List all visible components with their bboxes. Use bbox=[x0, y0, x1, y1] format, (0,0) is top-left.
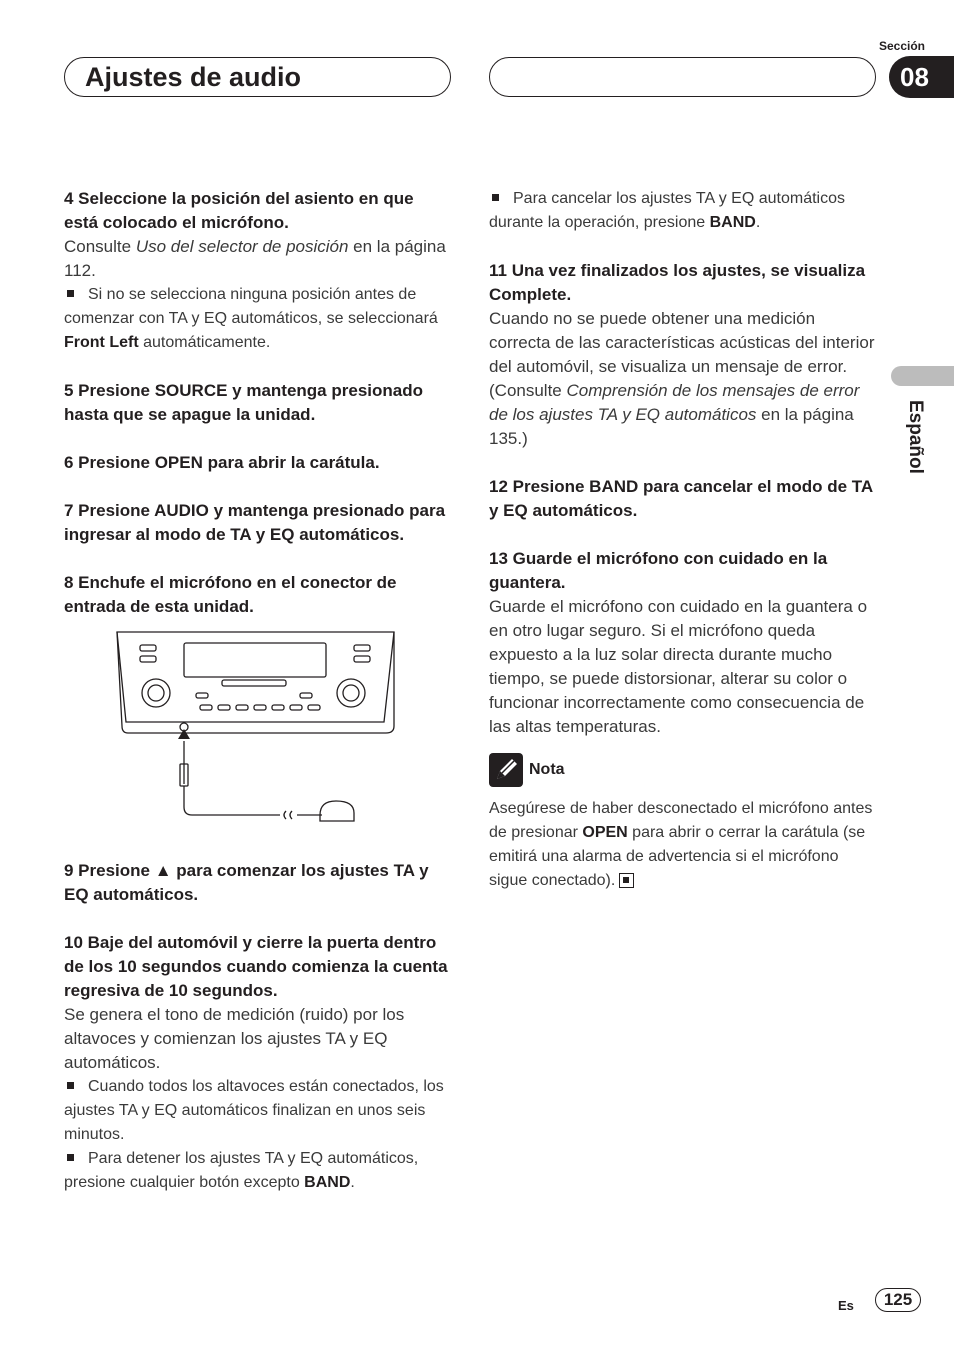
step-11-heading: 11 Una vez finalizados los ajustes, se visualiza Complete. bbox=[489, 261, 866, 304]
bullet-icon bbox=[67, 1082, 74, 1089]
end-of-section-icon bbox=[619, 873, 634, 888]
bullet-icon bbox=[67, 1154, 74, 1161]
step-7-heading: 7 Presione AUDIO y mantenga presionado para ingresar al modo de TA y EQ automáticos. bbox=[64, 501, 446, 544]
step-4-body: Consulte Uso del selector de posición en la página 112. bbox=[64, 237, 446, 280]
step-9-heading: 9 Presione ▲ para comenzar los ajustes TA y EQ automáticos. bbox=[64, 861, 429, 904]
step-12-heading: 12 Presione BAND para cancelar el modo de TA y EQ automáticos. bbox=[489, 477, 873, 520]
footer-language-code: Es bbox=[838, 1298, 854, 1313]
step-11-body: Cuando no se puede obtener una medición correcta de las características acústicas del interior del automóvil, se visualiza un mensaje de error. (Consulte Comprensión de los mensajes de error de los ajustes TA y EQ automáticos en la página 135.) bbox=[489, 309, 875, 448]
step-10-bullet-2: Para detener los ajustes TA y EQ automáticos, presione cualquier botón excepto BAND. bbox=[64, 1150, 419, 1191]
step-13-body: Guarde el micrófono con cuidado en la guantera o en otro lugar seguro. Si el micrófono queda expuesto a la luz solar directa durante mucho tiempo, se puede distorsionar, alterar su color o funcionar incorrectamente como consecuencia de las altas temperaturas. bbox=[489, 597, 868, 736]
step-4-reference: Uso del selector de posición bbox=[135, 237, 349, 256]
step-8-heading: 8 Enchufe el micrófono en el conector de entrada de esta unidad. bbox=[64, 573, 397, 616]
note-text: Asegúrese de haber desconectado el micrófono antes de presionar OPEN para abrir o cerrar la carátula (se emitirá una alarma de advertencia si el micrófono sigue conectado). bbox=[489, 800, 873, 889]
language-label: Español bbox=[905, 400, 926, 474]
language-tab-marker bbox=[891, 366, 954, 386]
bullet-icon bbox=[67, 290, 74, 297]
section-number-badge: 08 bbox=[889, 56, 954, 98]
header-title-frame bbox=[64, 57, 451, 97]
note-header bbox=[489, 753, 877, 787]
section-label: Sección bbox=[878, 39, 926, 53]
head-unit-diagram bbox=[114, 629, 414, 849]
page-number: 125 bbox=[875, 1288, 921, 1312]
step-4-heading: 4 Seleccione la posición del asiento en que está colocado el micrófono. bbox=[64, 189, 414, 232]
step-10-body: Se genera el tono de medición (ruido) por los altavoces y comienzan los ajustes TA y EQ automáticos. bbox=[64, 1005, 405, 1072]
note-title: Nota bbox=[529, 761, 565, 778]
right-column bbox=[489, 187, 877, 893]
cancel-bullet: Para cancelar los ajustes TA y EQ automáticos durante la operación, presione BAND. bbox=[489, 190, 846, 231]
left-column bbox=[64, 187, 452, 1195]
head-unit-microphone-illustration bbox=[64, 619, 452, 859]
pencil-note-icon bbox=[489, 753, 523, 787]
step-6-heading: 6 Presione OPEN para abrir la carátula. bbox=[64, 453, 380, 472]
step-10-heading: 10 Baje del automóvil y cierre la puerta dentro de los 10 segundos cuando comienza la cuenta regresiva de 10 segundos. bbox=[64, 933, 448, 1000]
step-13-heading: 13 Guarde el micrófono con cuidado en la guantera. bbox=[489, 549, 828, 592]
step-11-reference: Comprensión de los mensajes de error de los ajustes TA y EQ automáticos bbox=[489, 381, 860, 424]
step-5-heading: 5 Presione SOURCE y mantenga presionado hasta que se apague la unidad. bbox=[64, 381, 423, 424]
header-blank-frame bbox=[489, 57, 876, 97]
step-10-bullet-1: Cuando todos los altavoces están conectados, los ajustes TA y EQ automáticos finalizan en unos seis minutos. bbox=[64, 1078, 444, 1143]
bullet-icon bbox=[492, 194, 499, 201]
page-title: Ajustes de audio bbox=[85, 62, 302, 92]
step-4-bullet: Si no se selecciona ninguna posición antes de comenzar con TA y EQ automáticos, se seleccionará Front Left automáticamente. bbox=[64, 286, 438, 351]
